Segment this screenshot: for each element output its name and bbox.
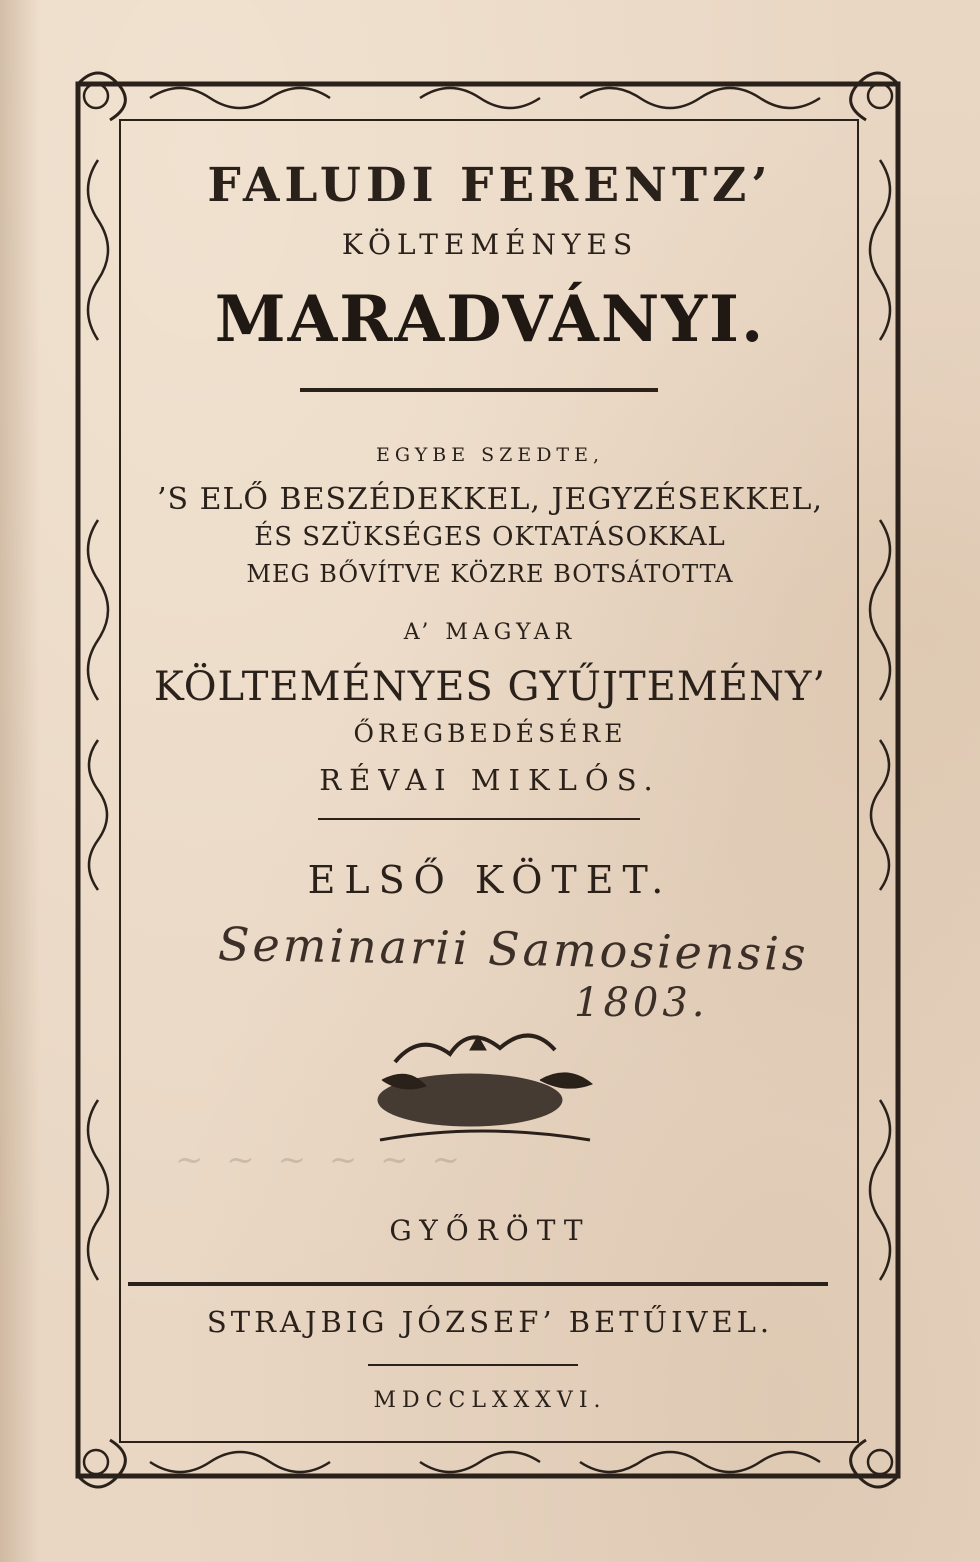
title-line-2: KÖLTEMÉNYES — [341, 228, 639, 261]
vignette-woodcut — [378, 1035, 592, 1140]
editor-line-5: A’ MAGYAR — [403, 620, 577, 645]
editor-name: RÉVAI MIKLÓS. — [319, 763, 661, 797]
editor-line-2: ’S ELŐ BESZÉDEKKEL, JEGYZÉSEKKEL, — [156, 482, 824, 517]
editor-line-7: ŐREGBEDÉSÉRE — [353, 719, 627, 748]
imprint-year: MDCCLXXXVI. — [373, 1388, 607, 1413]
imprint-printer: STRAJBIG JÓZSEF’ BETŰIVEL. — [206, 1305, 774, 1339]
editor-line-1: EGYBE SZEDTE, — [375, 444, 605, 466]
editor-line-6: KÖLTEMÉNYES GYŰJTEMÉNY’ — [153, 664, 827, 710]
editor-line-4: MEG BŐVÍTVE KÖZRE BOTSÁTOTTA — [246, 560, 734, 588]
editor-line-3: ÉS SZÜKSÉGES OKTATÁSOKKAL — [254, 522, 726, 552]
editor-rule — [318, 818, 640, 820]
volume-label: ELSŐ KÖTET. — [307, 858, 673, 902]
handwritten-year: 1803. — [574, 980, 709, 1026]
imprint-rule-bottom — [368, 1364, 578, 1366]
handwritten-inscription: Seminarii Samosiensis — [217, 916, 809, 982]
faded-stamp: ~ ~ ~ ~ ~ ~ — [175, 1140, 466, 1180]
title-rule — [300, 388, 658, 392]
imprint-rule-top — [128, 1282, 828, 1286]
title-line-3: MARADVÁNYI. — [214, 282, 766, 357]
imprint-place: GYŐRÖTT — [389, 1214, 591, 1247]
title-line-1: FALUDI FERENTZ’ — [207, 158, 773, 213]
